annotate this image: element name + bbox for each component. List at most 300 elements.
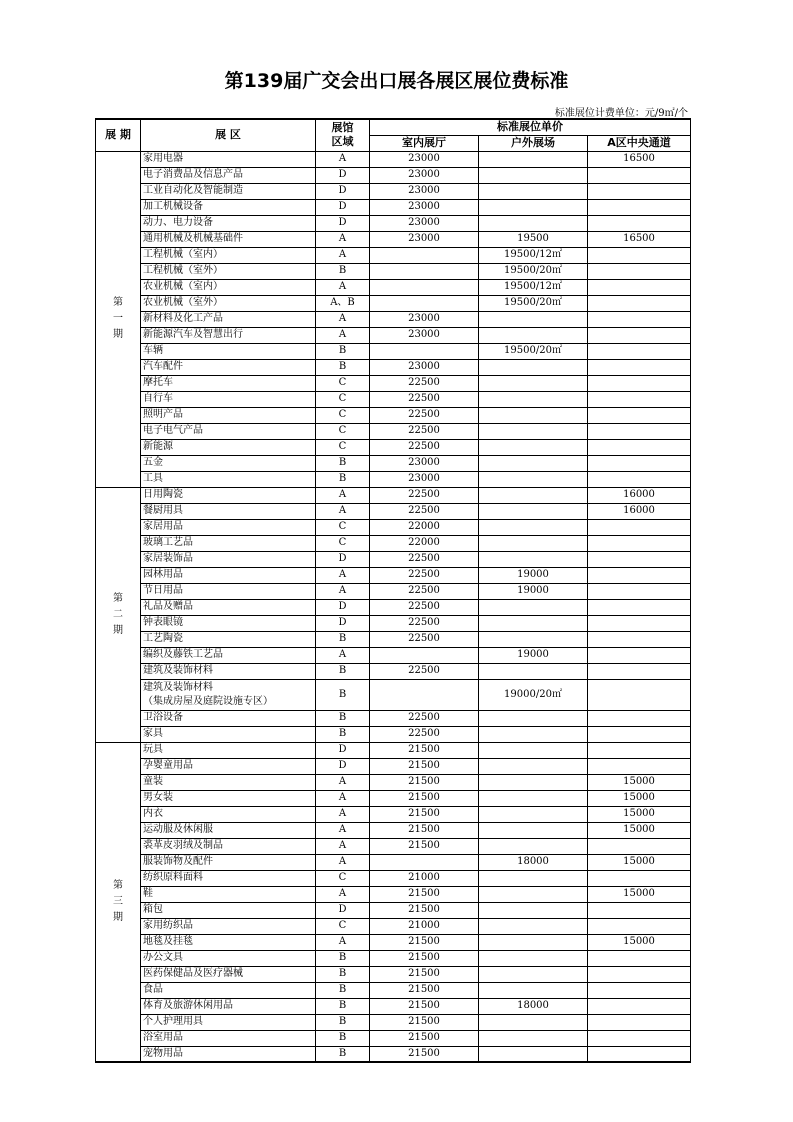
hall-cell: D xyxy=(316,215,370,231)
hall-cell: A xyxy=(316,567,370,583)
indoor-price-cell: 21500 xyxy=(370,1030,479,1046)
outdoor-price-cell xyxy=(479,918,588,934)
table-row xyxy=(96,183,691,199)
central-price-cell xyxy=(588,519,691,535)
outdoor-price-cell xyxy=(479,870,588,886)
indoor-price-cell xyxy=(370,295,479,311)
table-row xyxy=(96,631,691,647)
indoor-price-cell: 22000 xyxy=(370,535,479,551)
indoor-price-cell: 21000 xyxy=(370,918,479,934)
zone-cell: 农业机械（室外） xyxy=(141,295,316,311)
table-row xyxy=(96,471,691,487)
central-price-cell xyxy=(588,710,691,726)
table-row xyxy=(96,295,691,311)
table-row xyxy=(96,151,691,167)
central-price-cell: 16500 xyxy=(588,151,691,167)
hall-cell: A xyxy=(316,583,370,599)
zone-cell: 宠物用品 xyxy=(141,1046,316,1062)
header-zone: 展 区 xyxy=(141,119,316,151)
table-row xyxy=(96,279,691,295)
central-price-cell xyxy=(588,679,691,710)
zone-cell: 箱包 xyxy=(141,902,316,918)
hall-cell: A xyxy=(316,231,370,247)
table-row xyxy=(96,647,691,663)
indoor-price-cell xyxy=(370,679,479,710)
indoor-price-cell: 22500 xyxy=(370,391,479,407)
hall-cell: A xyxy=(316,822,370,838)
zone-cell: 浴室用品 xyxy=(141,1030,316,1046)
hall-cell: D xyxy=(316,758,370,774)
indoor-price-cell: 21000 xyxy=(370,870,479,886)
outdoor-price-cell: 18000 xyxy=(479,998,588,1014)
indoor-price-cell: 22500 xyxy=(370,710,479,726)
indoor-price-cell: 21500 xyxy=(370,998,479,1014)
central-price-cell xyxy=(588,838,691,854)
table-row xyxy=(96,663,691,679)
indoor-price-cell: 21500 xyxy=(370,982,479,998)
indoor-price-cell: 22500 xyxy=(370,567,479,583)
zone-cell: 运动服及休闲服 xyxy=(141,822,316,838)
indoor-price-cell: 22500 xyxy=(370,726,479,742)
zone-cell: 食品 xyxy=(141,982,316,998)
hall-cell: B xyxy=(316,726,370,742)
indoor-price-cell: 21500 xyxy=(370,806,479,822)
indoor-price-cell: 23000 xyxy=(370,455,479,471)
hall-cell: C xyxy=(316,519,370,535)
central-price-cell xyxy=(588,167,691,183)
hall-cell: B xyxy=(316,471,370,487)
hall-cell: A xyxy=(316,854,370,870)
indoor-price-cell: 21500 xyxy=(370,934,479,950)
page-title: 第139届广交会出口展各展区展位费标准 xyxy=(224,70,569,92)
outdoor-price-cell xyxy=(479,790,588,806)
header-central: A区中央通道 xyxy=(588,135,691,151)
table-row xyxy=(96,199,691,215)
zone-cell: 医药保健品及医疗器械 xyxy=(141,966,316,982)
table-row xyxy=(96,950,691,966)
hall-cell: C xyxy=(316,439,370,455)
header-outdoor: 户外展场 xyxy=(479,135,588,151)
outdoor-price-cell xyxy=(479,455,588,471)
header-indoor: 室内展厅 xyxy=(370,135,479,151)
central-price-cell xyxy=(588,726,691,742)
hall-cell: B xyxy=(316,359,370,375)
table-row xyxy=(96,838,691,854)
hall-cell: B xyxy=(316,950,370,966)
central-price-cell xyxy=(588,950,691,966)
central-price-cell xyxy=(588,391,691,407)
indoor-price-cell: 22500 xyxy=(370,631,479,647)
hall-cell: B xyxy=(316,343,370,359)
zone-cell: 童装 xyxy=(141,774,316,790)
central-price-cell xyxy=(588,455,691,471)
zone-cell: 家用纺织品 xyxy=(141,918,316,934)
outdoor-price-cell xyxy=(479,1046,588,1062)
central-price-cell: 16000 xyxy=(588,503,691,519)
outdoor-price-cell xyxy=(479,375,588,391)
outdoor-price-cell xyxy=(479,423,588,439)
table-row xyxy=(96,343,691,359)
indoor-price-cell: 22500 xyxy=(370,423,479,439)
table-row xyxy=(96,1014,691,1030)
central-price-cell xyxy=(588,647,691,663)
central-price-cell xyxy=(588,1014,691,1030)
outdoor-price-cell xyxy=(479,311,588,327)
zone-cell: 鞋 xyxy=(141,886,316,902)
outdoor-price-cell: 19500/12㎡ xyxy=(479,247,588,263)
table-row xyxy=(96,774,691,790)
central-price-cell xyxy=(588,439,691,455)
outdoor-price-cell xyxy=(479,359,588,375)
central-price-cell xyxy=(588,407,691,423)
table-row xyxy=(96,327,691,343)
outdoor-price-cell xyxy=(479,151,588,167)
indoor-price-cell: 21500 xyxy=(370,950,479,966)
outdoor-price-cell xyxy=(479,982,588,998)
zone-cell: 建筑及装饰材料 （集成房屋及庭院设施专区） xyxy=(141,679,316,710)
hall-cell: A xyxy=(316,487,370,503)
outdoor-price-cell: 19000 xyxy=(479,647,588,663)
outdoor-price-cell: 19500/20㎡ xyxy=(479,263,588,279)
indoor-price-cell: 22500 xyxy=(370,615,479,631)
central-price-cell xyxy=(588,982,691,998)
central-price-cell: 15000 xyxy=(588,806,691,822)
table-row xyxy=(96,870,691,886)
indoor-price-cell: 21500 xyxy=(370,790,479,806)
hall-cell: D xyxy=(316,551,370,567)
zone-cell: 男女装 xyxy=(141,790,316,806)
indoor-price-cell: 22500 xyxy=(370,487,479,503)
zone-cell: 通用机械及机械基础件 xyxy=(141,231,316,247)
central-price-cell: 15000 xyxy=(588,934,691,950)
table-row xyxy=(96,583,691,599)
hall-cell: A xyxy=(316,247,370,263)
zone-cell: 新材料及化工产品 xyxy=(141,311,316,327)
central-price-cell xyxy=(588,742,691,758)
zone-cell: 玩具 xyxy=(141,742,316,758)
outdoor-price-cell xyxy=(479,1030,588,1046)
zone-cell: 家具 xyxy=(141,726,316,742)
outdoor-price-cell xyxy=(479,407,588,423)
hall-cell: C xyxy=(316,918,370,934)
table-row xyxy=(96,902,691,918)
outdoor-price-cell xyxy=(479,806,588,822)
central-price-cell xyxy=(588,599,691,615)
hall-cell: A xyxy=(316,327,370,343)
table-row xyxy=(96,551,691,567)
zone-cell: 自行车 xyxy=(141,391,316,407)
central-price-cell xyxy=(588,870,691,886)
zone-cell: 家用电器 xyxy=(141,151,316,167)
central-price-cell xyxy=(588,247,691,263)
outdoor-price-cell: 19500/20㎡ xyxy=(479,343,588,359)
hall-cell: C xyxy=(316,407,370,423)
zone-cell: 节日用品 xyxy=(141,583,316,599)
indoor-price-cell: 23000 xyxy=(370,167,479,183)
indoor-price-cell: 23000 xyxy=(370,215,479,231)
table-row xyxy=(96,487,691,503)
zone-cell: 动力、电力设备 xyxy=(141,215,316,231)
outdoor-price-cell: 18000 xyxy=(479,854,588,870)
table-row xyxy=(96,679,691,710)
outdoor-price-cell xyxy=(479,934,588,950)
table-row xyxy=(96,535,691,551)
table-row xyxy=(96,710,691,726)
indoor-price-cell xyxy=(370,647,479,663)
hall-cell: A xyxy=(316,790,370,806)
central-price-cell xyxy=(588,758,691,774)
outdoor-price-cell xyxy=(479,886,588,902)
outdoor-price-cell xyxy=(479,183,588,199)
indoor-price-cell: 23000 xyxy=(370,327,479,343)
indoor-price-cell: 22500 xyxy=(370,375,479,391)
central-price-cell xyxy=(588,471,691,487)
central-price-cell: 16000 xyxy=(588,487,691,503)
table-row xyxy=(96,167,691,183)
table-row xyxy=(96,982,691,998)
table-row xyxy=(96,519,691,535)
indoor-price-cell: 23000 xyxy=(370,183,479,199)
table-row xyxy=(96,886,691,902)
unit-note: 标准展位计费单位：元/9㎡/个 xyxy=(554,108,688,119)
central-price-cell xyxy=(588,183,691,199)
indoor-price-cell: 22500 xyxy=(370,503,479,519)
indoor-price-cell: 21500 xyxy=(370,886,479,902)
outdoor-price-cell xyxy=(479,487,588,503)
hall-cell: B xyxy=(316,263,370,279)
zone-cell: 摩托车 xyxy=(141,375,316,391)
zone-cell: 新能源 xyxy=(141,439,316,455)
central-price-cell xyxy=(588,359,691,375)
outdoor-price-cell: 19500/12㎡ xyxy=(479,279,588,295)
hall-cell: D xyxy=(316,599,370,615)
zone-cell: 加工机械设备 xyxy=(141,199,316,215)
indoor-price-cell xyxy=(370,854,479,870)
zone-cell: 办公文具 xyxy=(141,950,316,966)
zone-cell: 编织及藤铁工艺品 xyxy=(141,647,316,663)
hall-cell: C xyxy=(316,535,370,551)
outdoor-price-cell xyxy=(479,327,588,343)
table-row xyxy=(96,1046,691,1062)
hall-cell: B xyxy=(316,1014,370,1030)
indoor-price-cell: 22500 xyxy=(370,407,479,423)
hall-cell: A xyxy=(316,774,370,790)
zone-cell: 家居用品 xyxy=(141,519,316,535)
central-price-cell xyxy=(588,918,691,934)
zone-cell: 体育及旅游休闲用品 xyxy=(141,998,316,1014)
hall-cell: A xyxy=(316,934,370,950)
outdoor-price-cell xyxy=(479,631,588,647)
outdoor-price-cell: 19500/20㎡ xyxy=(479,295,588,311)
outdoor-price-cell xyxy=(479,710,588,726)
hall-cell: A xyxy=(316,311,370,327)
outdoor-price-cell: 19000/20㎡ xyxy=(479,679,588,710)
outdoor-price-cell xyxy=(479,966,588,982)
zone-cell: 地毯及挂毯 xyxy=(141,934,316,950)
central-price-cell: 15000 xyxy=(588,822,691,838)
zone-cell: 工业自动化及智能制造 xyxy=(141,183,316,199)
header-period: 展 期 xyxy=(96,119,141,151)
zone-cell: 农业机械（室内） xyxy=(141,279,316,295)
zone-cell: 孕婴童用品 xyxy=(141,758,316,774)
zone-cell: 钟表眼镜 xyxy=(141,615,316,631)
table-row xyxy=(96,391,691,407)
central-price-cell xyxy=(588,631,691,647)
outdoor-price-cell xyxy=(479,439,588,455)
table-row xyxy=(96,615,691,631)
central-price-cell: 15000 xyxy=(588,886,691,902)
hall-cell: D xyxy=(316,615,370,631)
table-row xyxy=(96,966,691,982)
table-row xyxy=(96,998,691,1014)
indoor-price-cell xyxy=(370,279,479,295)
zone-cell: 新能源汽车及智慧出行 xyxy=(141,327,316,343)
outdoor-price-cell xyxy=(479,663,588,679)
hall-cell: B xyxy=(316,1046,370,1062)
zone-cell: 裘革皮羽绒及制品 xyxy=(141,838,316,854)
zone-cell: 服装饰物及配件 xyxy=(141,854,316,870)
outdoor-price-cell xyxy=(479,215,588,231)
table-row xyxy=(96,599,691,615)
indoor-price-cell: 22000 xyxy=(370,519,479,535)
hall-cell: B xyxy=(316,679,370,710)
zone-cell: 照明产品 xyxy=(141,407,316,423)
table-row xyxy=(96,503,691,519)
zone-cell: 工艺陶瓷 xyxy=(141,631,316,647)
central-price-cell xyxy=(588,583,691,599)
outdoor-price-cell xyxy=(479,199,588,215)
indoor-price-cell: 21500 xyxy=(370,822,479,838)
indoor-price-cell xyxy=(370,263,479,279)
zone-cell: 工程机械（室外） xyxy=(141,263,316,279)
hall-cell: B xyxy=(316,1030,370,1046)
central-price-cell xyxy=(588,615,691,631)
zone-cell: 工程机械（室内） xyxy=(141,247,316,263)
table-row xyxy=(96,854,691,870)
zone-cell: 餐厨用具 xyxy=(141,503,316,519)
period-label: 第 二 期 xyxy=(96,487,141,742)
outdoor-price-cell xyxy=(479,822,588,838)
zone-cell: 日用陶瓷 xyxy=(141,487,316,503)
indoor-price-cell: 21500 xyxy=(370,742,479,758)
period-label: 第 一 期 xyxy=(96,151,141,487)
outdoor-price-cell xyxy=(479,950,588,966)
zone-cell: 园林用品 xyxy=(141,567,316,583)
outdoor-price-cell xyxy=(479,774,588,790)
zone-cell: 礼品及赠品 xyxy=(141,599,316,615)
zone-cell: 家居装饰品 xyxy=(141,551,316,567)
hall-cell: C xyxy=(316,391,370,407)
central-price-cell xyxy=(588,343,691,359)
indoor-price-cell: 23000 xyxy=(370,199,479,215)
indoor-price-cell: 22500 xyxy=(370,551,479,567)
outdoor-price-cell xyxy=(479,551,588,567)
indoor-price-cell: 21500 xyxy=(370,838,479,854)
central-price-cell xyxy=(588,279,691,295)
outdoor-price-cell xyxy=(479,167,588,183)
zone-cell: 建筑及装饰材料 xyxy=(141,663,316,679)
table-body xyxy=(96,151,691,1062)
central-price-cell xyxy=(588,215,691,231)
table-row xyxy=(96,311,691,327)
zone-cell: 卫浴设备 xyxy=(141,710,316,726)
central-price-cell xyxy=(588,567,691,583)
indoor-price-cell: 21500 xyxy=(370,966,479,982)
indoor-price-cell: 21500 xyxy=(370,774,479,790)
zone-cell: 个人护理用具 xyxy=(141,1014,316,1030)
central-price-cell xyxy=(588,998,691,1014)
outdoor-price-cell xyxy=(479,503,588,519)
central-price-cell xyxy=(588,966,691,982)
central-price-cell xyxy=(588,423,691,439)
central-price-cell xyxy=(588,295,691,311)
hall-cell: C xyxy=(316,870,370,886)
table-row xyxy=(96,567,691,583)
indoor-price-cell: 21500 xyxy=(370,1014,479,1030)
hall-cell: B xyxy=(316,455,370,471)
outdoor-price-cell xyxy=(479,519,588,535)
zone-cell: 车辆 xyxy=(141,343,316,359)
table-row xyxy=(96,215,691,231)
hall-cell: A xyxy=(316,838,370,854)
central-price-cell xyxy=(588,663,691,679)
central-price-cell xyxy=(588,551,691,567)
central-price-cell: 15000 xyxy=(588,774,691,790)
fee-table xyxy=(95,118,691,1063)
outdoor-price-cell xyxy=(479,726,588,742)
central-price-cell: 15000 xyxy=(588,790,691,806)
indoor-price-cell: 22500 xyxy=(370,583,479,599)
hall-cell: B xyxy=(316,966,370,982)
central-price-cell xyxy=(588,902,691,918)
central-price-cell xyxy=(588,327,691,343)
hall-cell: A xyxy=(316,503,370,519)
outdoor-price-cell: 19000 xyxy=(479,567,588,583)
indoor-price-cell xyxy=(370,247,479,263)
zone-cell: 五金 xyxy=(141,455,316,471)
outdoor-price-cell xyxy=(479,535,588,551)
hall-cell: B xyxy=(316,998,370,1014)
zone-cell: 电子消费品及信息产品 xyxy=(141,167,316,183)
outdoor-price-cell: 19000 xyxy=(479,583,588,599)
zone-cell: 电子电气产品 xyxy=(141,423,316,439)
hall-cell: D xyxy=(316,199,370,215)
table-row xyxy=(96,423,691,439)
central-price-cell xyxy=(588,1046,691,1062)
hall-cell: A xyxy=(316,806,370,822)
outdoor-price-cell xyxy=(479,391,588,407)
central-price-cell: 15000 xyxy=(588,854,691,870)
central-price-cell xyxy=(588,311,691,327)
zone-cell: 内衣 xyxy=(141,806,316,822)
outdoor-price-cell xyxy=(479,615,588,631)
outdoor-price-cell xyxy=(479,599,588,615)
indoor-price-cell: 23000 xyxy=(370,231,479,247)
central-price-cell xyxy=(588,263,691,279)
indoor-price-cell: 23000 xyxy=(370,311,479,327)
table-row xyxy=(96,231,691,247)
table-row xyxy=(96,359,691,375)
indoor-price-cell: 22500 xyxy=(370,599,479,615)
table-row xyxy=(96,822,691,838)
outdoor-price-cell xyxy=(479,758,588,774)
zone-cell: 玻璃工艺品 xyxy=(141,535,316,551)
table-row xyxy=(96,918,691,934)
hall-cell: B xyxy=(316,982,370,998)
table-row xyxy=(96,375,691,391)
hall-cell: D xyxy=(316,742,370,758)
outdoor-price-cell xyxy=(479,838,588,854)
